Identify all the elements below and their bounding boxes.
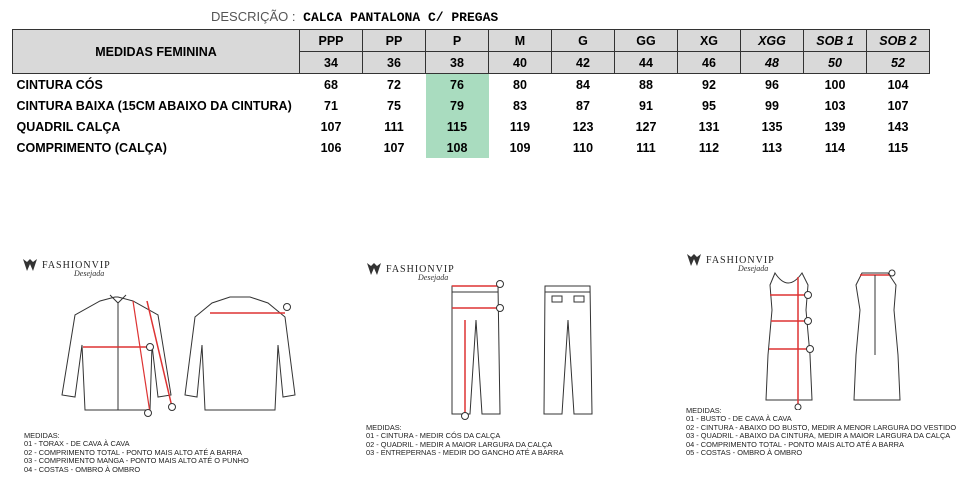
size-label: XGG [741,30,804,52]
row-label: CINTURA BAIXA (15CM ABAIXO DA CINTURA) [16,98,292,113]
note-line: 01 - TORAX - DE CAVA À CAVA [24,439,130,449]
note-line: MEDIDAS: [366,423,402,432]
measurement-notes [686,407,956,457]
table-cell: 80 [513,77,527,92]
size-number: 50 [804,52,867,74]
note-line: 03 - ENTREPERNAS - MEDIR DO GANCHO ATÉ A BARRA [366,448,564,458]
table-cell: 107 [887,98,909,113]
note-line: 04 - COSTAS - OMBRO À OMBRO [24,464,141,474]
table-cell: 135 [761,119,783,134]
brand-signature: Desejada [418,273,449,282]
brand-name: FASHIONVIP [386,263,455,275]
brand-logo [366,262,455,282]
table-cell: 68 [324,77,338,92]
note-line: 04 - COMPRIMENTO TOTAL - PONTO MAIS ALTO ATÉ A BARRA [686,439,904,449]
note-line: 01 - BUSTO - DE CAVA À CAVA [686,414,792,424]
brand-signature: Desejada [74,269,105,278]
table-cell: 131 [698,119,720,134]
size-number: 52 [867,52,930,74]
dress-illustration [750,265,910,410]
table-cell: 109 [509,140,531,155]
size-label: GG [615,30,678,52]
measurement-notes [24,432,249,474]
table-cell: 139 [824,119,846,134]
table-cell: 95 [702,98,716,113]
size-label: P [426,30,489,52]
size-label: M [489,30,552,52]
note-line: MEDIDAS: [24,431,60,440]
note-line: 05 - COSTAS - OMBRO À OMBRO [686,448,803,458]
table-cell: 113 [761,140,783,155]
note-line: 03 - COMPRIMENTO MANGA - PONTO MAIS ALTO ATÉ O PUNHO [24,456,249,466]
size-number: 46 [678,52,741,74]
size-label: XG [678,30,741,52]
measurement-notes [366,424,563,458]
size-number: 38 [426,52,489,74]
table-row [13,137,930,158]
brand-signature: Desejada [738,264,769,273]
size-label: G [552,30,615,52]
size-label: SOB 1 [804,30,867,52]
table-cell: 115 [426,116,489,137]
note-line: 02 - QUADRIL - MEDIR A MAIOR LARGURA DA CALÇA [366,439,553,449]
brand-mark-icon [686,253,702,267]
table-cell: 75 [387,98,401,113]
note-line: 01 - CINTURA - MEDIR CÓS DA CALÇA [366,431,501,441]
table-cell: 71 [324,98,338,113]
pants-illustration [440,280,600,420]
table-cell: 87 [576,98,590,113]
description-value: CALCA PANTALONA C/ PREGAS [303,10,499,25]
brand-mark-icon [366,262,382,276]
size-number: 34 [300,52,363,74]
table-cell: 108 [426,137,489,158]
table-cell: 123 [572,119,594,134]
note-line: 02 - CINTURA - ABAIXO DO BUSTO, MEDIR A MENOR LARGURA DO VESTIDO [686,422,957,432]
table-cell: 111 [384,119,404,134]
table-cell: 114 [824,140,846,155]
brand-mark-icon [22,258,38,272]
brand-name: FASHIONVIP [42,259,111,271]
table-cell: 103 [824,98,846,113]
size-header-row [13,30,930,52]
size-number: 42 [552,52,615,74]
note-line: 03 - QUADRIL - ABAIXO DA CINTURA, MEDIR A MAIOR LARGURA DA CALÇA [686,431,951,441]
table-cell: 143 [887,119,909,134]
table-cell: 91 [639,98,653,113]
size-number: 44 [615,52,678,74]
brand-logo [22,258,111,278]
table-cell: 107 [320,119,342,134]
table-cell: 107 [383,140,405,155]
table-cell: 96 [765,77,779,92]
shirt-illustration [40,285,300,425]
size-label: PPP [300,30,363,52]
table-cell: 83 [513,98,527,113]
table-cell: 104 [887,77,909,92]
table-cell: 106 [320,140,342,155]
brand-name: FASHIONVIP [706,254,775,266]
table-cell: 110 [572,140,594,155]
note-line: MEDIDAS: [686,406,722,415]
description-label: DESCRIÇÃO : [211,9,296,24]
table-cell: 112 [698,140,720,155]
table-row [13,74,930,96]
size-table [12,29,930,158]
table-cell: 99 [765,98,779,113]
table-cell: 72 [387,77,401,92]
row-label: COMPRIMENTO (CALÇA) [16,140,167,155]
size-number: 40 [489,52,552,74]
row-label: QUADRIL CALÇA [16,119,121,134]
table-cell: 79 [426,95,489,116]
table-cell: 115 [887,140,909,155]
size-number: 36 [363,52,426,74]
table-cell: 127 [635,119,657,134]
size-number: 48 [741,52,804,74]
description-line [211,9,498,25]
table-cell: 92 [702,77,716,92]
table-cell: 111 [636,140,656,155]
size-label: SOB 2 [867,30,930,52]
size-label: PP [363,30,426,52]
table-cell: 100 [824,77,846,92]
table-cell: 119 [509,119,531,134]
table-cell: 76 [426,74,489,96]
table-row [13,95,930,116]
note-line: 02 - COMPRIMENTO TOTAL - PONTO MAIS ALTO ATÉ A BARRA [24,447,242,457]
table-cell: 88 [639,77,653,92]
row-label: CINTURA CÓS [16,77,103,92]
table-cell: 84 [576,77,590,92]
table-title: MEDIDAS FEMININA [13,30,300,74]
table-row [13,116,930,137]
